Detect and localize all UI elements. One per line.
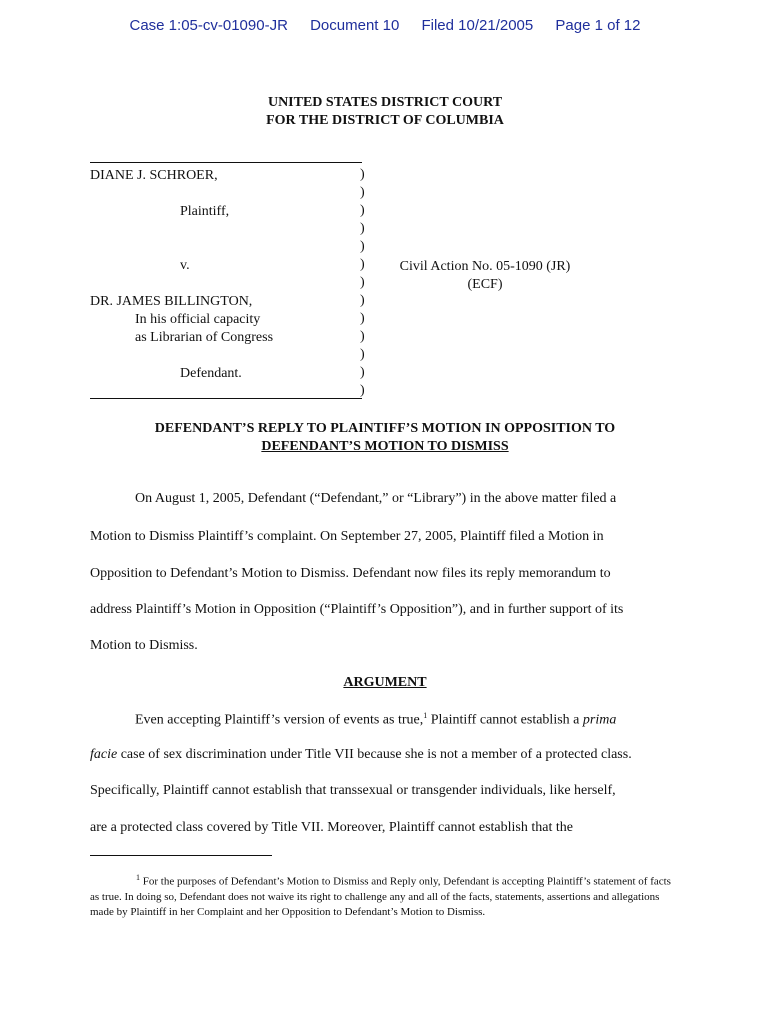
paren: ): [360, 257, 365, 272]
court-line-1: UNITED STATES DISTRICT COURT: [267, 95, 503, 110]
defendant-role: Defendant.: [180, 366, 242, 381]
intro-line: On August 1, 2005, Defendant (“Defendant,” or “Library”) in the above matter filed a: [135, 491, 617, 506]
argument-line: are a protected class covered by Title VII. Moreover, Plaintiff cannot establish that the: [90, 820, 573, 835]
footnote-ref: 1: [423, 711, 428, 720]
argument-line: [135, 711, 616, 729]
plaintiff-role: Plaintiff,: [180, 204, 230, 219]
paren: ): [360, 203, 365, 218]
argument-line: [90, 747, 632, 763]
court-line-2: FOR THE DISTRICT OF COLUMBIA: [266, 113, 504, 128]
argument-italic: prima: [582, 712, 617, 728]
defendant-capacity-2: as Librarian of Congress: [135, 330, 274, 345]
civil-action-block: [380, 258, 590, 294]
argument-line: Specifically, Plaintiff cannot establish that transsexual or transgender individuals, like herself,: [90, 783, 616, 798]
footnote-number: 1: [136, 873, 140, 882]
title-line-2: DEFENDANT’S MOTION TO DISMISS: [261, 439, 509, 454]
caption-top-rule: [90, 162, 362, 163]
document-number: Document 10: [310, 17, 400, 34]
paren: ): [360, 239, 365, 254]
ecf-header: [0, 17, 770, 34]
argument-italic: facie: [90, 747, 118, 762]
paren: ): [360, 365, 365, 380]
footnote-rule: [90, 855, 272, 856]
caption-parentheses: [360, 166, 365, 400]
intro-line: Opposition to Defendant’s Motion to Dismiss. Defendant now files its reply memorandum to: [90, 566, 611, 581]
versus: v.: [180, 258, 190, 273]
argument-heading: ARGUMENT: [343, 675, 427, 690]
argument-text: case of sex discrimination under Title VII because she is not a member of a protected class.: [117, 747, 632, 762]
intro-line: address Plaintiff’s Motion in Opposition (“Plaintiff’s Opposition”), and in further support of its: [90, 602, 624, 617]
argument-text: Even accepting Plaintiff’s version of events as true,: [135, 712, 424, 728]
caption-bottom-rule: [90, 398, 362, 399]
footnote: [90, 870, 680, 920]
civil-action-number: Civil Action No. 05-1090 (JR): [399, 259, 571, 274]
argument-text: Plaintiff cannot establish a: [427, 712, 583, 728]
court-name: [0, 94, 770, 130]
paren: ): [360, 167, 365, 182]
paren: ): [360, 185, 365, 200]
intro-line: Motion to Dismiss.: [90, 638, 198, 653]
case-number: Case 1:05-cv-01090-JR: [129, 17, 288, 34]
page-indicator: Page 1 of 12: [555, 17, 641, 34]
paren: ): [360, 293, 365, 308]
defendant-capacity-1: In his official capacity: [135, 312, 261, 327]
paren: ): [360, 347, 365, 362]
document-title: [0, 420, 770, 456]
paren: ): [360, 275, 365, 290]
paren: ): [360, 329, 365, 344]
paren: ): [360, 311, 365, 326]
title-line-1: DEFENDANT’S REPLY TO PLAINTIFF’S MOTION IN OPPOSITION TO: [154, 421, 616, 436]
plaintiff-name: DIANE J. SCHROER,: [90, 168, 218, 183]
defendant-name: DR. JAMES BILLINGTON,: [90, 294, 253, 309]
paren: ): [360, 221, 365, 236]
intro-line: Motion to Dismiss Plaintiff’s complaint. On September 27, 2005, Plaintiff filed a Motion in: [90, 529, 604, 544]
paren: ): [360, 383, 365, 398]
footnote-text: For the purposes of Defendant’s Motion to Dismiss and Reply only, Defendant is accepting Plaintiff’s statement of facts as true. In doing so, Defendant does not waive its right to challenge any and all of the facts, statements, assertions and allegations made by Plaintiff in her Complaint and her Opposition to Defendant’s Motion to Dismiss.: [90, 875, 671, 918]
filed-date: Filed 10/21/2005: [421, 17, 534, 34]
ecf-label: (ECF): [467, 277, 503, 292]
